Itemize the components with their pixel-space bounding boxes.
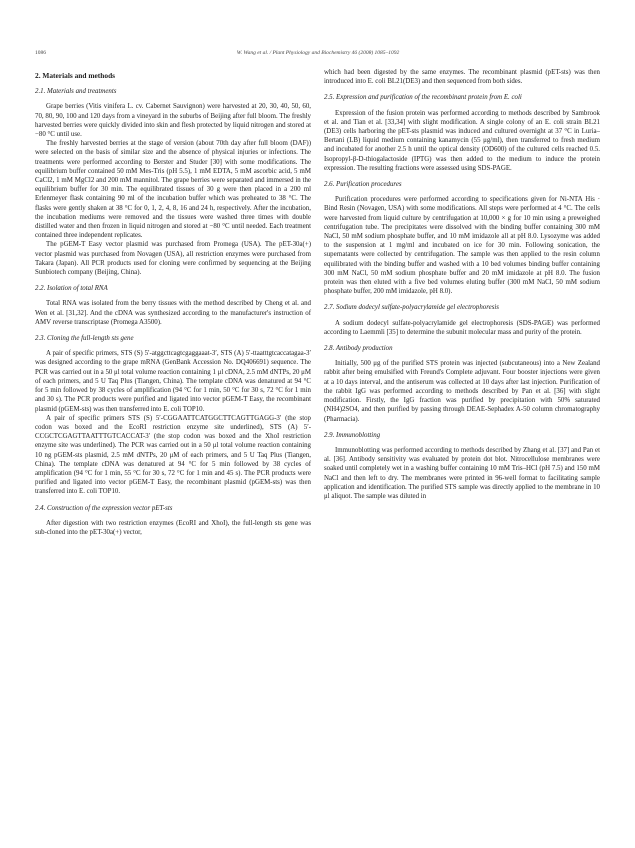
- subsection-title-2-7: 2.7. Sodium dodecyl sulfate-polyacrylamide gel electrophoresis: [324, 304, 499, 312]
- subsection-title-2-8: 2.8. Antibody production: [324, 345, 393, 353]
- subsection-title-2-5: 2.5. Expression and purification of the recombinant protein from E. coli: [324, 94, 522, 102]
- paragraph: A sodium dodecyl sulfate-polyacrylamide gel electrophoresis (SDS-PAGE) was performed according to Laemmli [35] to determine the subunit molecular mass and purity of the protein.: [324, 319, 600, 336]
- right-column: [324, 68, 600, 501]
- page-number: 1086: [35, 50, 46, 56]
- section-title: 2. Materials and methods: [35, 71, 116, 80]
- subsection-title-2-3: 2.3. Cloning the full-length sts gene: [35, 335, 134, 343]
- subsection-title-2-4: 2.4. Construction of the expression vector pET-sts: [35, 504, 173, 512]
- paragraph: Total RNA was isolated from the berry tissues with the method described by Cheng et al. and Wen et al. [31,32]. And the cDNA was synthesized according to the manufacturer's instruction of AMV reverse transcriptase (Promega A3500).: [35, 300, 311, 326]
- subsection-title-2-6: 2.6. Purification procedures: [324, 181, 402, 189]
- left-column: [35, 68, 311, 537]
- paragraph: Purification procedures were performed according to specifications given for Ni-NTA His · Bind Resin (Novagen, USA) with some modifications. All steps were performed at 4 °C. The cells were harvested from liquid culture by centrifugation at 10,000 × g for 10 min using a preweighed centrifugation tube. The precipitates were dissolved with the binding buffer containing 300 mM NaCl, 50 mM sodium phosphate buffer, and 10 mM imidazole all at pH 8.0. Lysozyme was added to the suspension at 1 mg/ml and incubated on ice for 30 min. Following sonication, the supernatants were collected by centrifugation. The sample was then applied to the resin column equilibrated with the binding buffer and washed with a 10 bed volumes binding buffer containing 300 mM NaCl, 50 mM sodium phosphate buffer and 20 mM imidazole at pH 8.0. The fusion protein was then eluted with a five bed volumes eluting buffer (300 mM NaCl, 50 mM sodium phosphate buffer, 200 mM imidazole, pH 8.0).: [324, 196, 600, 296]
- paragraph-continued: which had been digested by the same enzymes. The recombinant plasmid (pET-sts) was then introduced into E. coli BL21(DE3) and then sequenced from both sides.: [324, 69, 600, 86]
- paragraph: A pair of specific primers, STS (S) 5′-atggcttcagtcgaggaaat-3′, STS (A) 5′-ttaatttgtcaccatagaa-3′ was designed according to the grape mRNA (GenBank Accession No. DQ406691) sequence. The PCR was carried out in a 50 μl total volume reaction containing 1 μl cDNA, 2.5 mM dNTPs, 20 μM of each primers, and 5 U Taq Plus (Tiangen, China). The template cDNA was denatured at 94 °C for 5 min followed by 38 cycles of amplification (94 °C for 1 min, 50 °C for 30 s, 72 °C for 1 min and 30 s). The PCR products were purified and ligated into vector pGEM-T Easy, the recombinant plasmid (pGEM-sts) was then transferred into E. coli TOP10.: [35, 350, 311, 413]
- journal-citation: W. Wang et al. / Plant Physiology and Biochemistry 46 (2008) 1085–1092: [236, 50, 400, 56]
- paragraph: Immunoblotting was performed according to methods described by Zhang et al. [37] and Pan et al. [36]. Antibody sensitivity was evaluated by protein dot blot. Nitrocellulose membranes were soaked until completely wet in a washing buffer containing 10 mM Tris–HCl (pH 7.5) and 150 mM NaCl and then left to dry. The membranes were printed in 96-well format to facilitating sample application and identification. The purified STS sample was directly applied to the membrane in 10 μl aliquot. The sample was diluted in: [324, 446, 600, 500]
- subsection-title-2-2: 2.2. Isolation of total RNA: [35, 285, 108, 293]
- paragraph: Grape berries (Vitis vinifera L. cv. Cabernet Sauvignon) were harvested at 20, 30, 40, 50, 60, 70, 80, 90, 100 and 120 days from a vineyard in the suburbs of Beijing after full bloom. The freshly harvested berries were quickly divided into skin and flesh protected by liquid nitrogen and stored at −80 °C until use.: [35, 103, 311, 139]
- paragraph: The freshly harvested berries at the stage of version (about 70th day after full bloom (DAF)) were selected on the basis of similar size and the absence of physical injuries or infections. The treatments were performed according to Berster and Studer [30] with some modifications. The equilibrium buffer contained 50 mM Mes-Tris (pH 5.5), 1 mM EDTA, 5 mM ascorbic acid, 5 mM CaCl2, 1 mM MgCl2 and 200 mM mannitol. The grape berries were separated and immersed in the equilibrium buffer for 30 min. The equilibrated tissues of 30 g were then placed in a 200 ml Erlenmeyer flask containing 90 ml of the incubation buffer which was preheated to 38 °C. The flasks were gently shaken at 38 °C for 0, 1, 2, 4, 8, 16 and 24 h, respectively. After the incubation, the incubation mediums were removed and the tissues were washed three times with double distilled water and then frozen in liquid nitrogen and stored at −80 °C until needed. Each treatment contained three independent replicates.: [35, 140, 311, 240]
- subsection-title-2-9: 2.9. Immunoblotting: [324, 431, 381, 439]
- subsection-title-2-1: 2.1. Materials and treatments: [35, 88, 117, 96]
- paragraph: A pair of specific primers STS (S) 5′-CGGAATTCATGGCTTCAGTTGAGG-3′ (the stop codon was boxed and the EcoRI restriction enzyme site underlined), STS (A) 5′-CCGCTCGAGTTAATTTGTCACCAT-3′ (the stop codon was boxed and the XhoI restriction enzyme site was underlined). The PCR was carried out in a 50 μl total volume reaction containing 10 ng pGEM-sts plasmid, 2.5 mM dNTPs, 20 μM of each primers, and 5 U Taq Plus (Tiangen, China). The template cDNA was denatured at 94 °C for 5 min followed by 38 cycles of amplification (94 °C for 1 min, 55 °C for 30 s, 72 °C for 1 min and 45 s). The PCR products were purified and ligated into vector pGEM-T Easy, the recombinant plasmid (pGEM-sts) was then transferred into E. coli TOP10.: [35, 414, 311, 496]
- running-header: [35, 50, 601, 60]
- paragraph: The pGEM-T Easy vector plasmid was purchased from Promega (USA). The pET-30a(+) vector plasmid was purchased from Novagen (USA), all restriction enzymes were purchased from Takara (Japan). All PCR products used for cloning were confirmed by sequencing at the Beijing Sunbiotech company (Beijing, China).: [35, 241, 311, 277]
- paragraph: After digestion with two restriction enzymes (EcoRI and XhoI), the full-length sts gene was sub-cloned into the pET-30a(+) vector,: [35, 519, 311, 536]
- paragraph: Initially, 500 μg of the purified STS protein was injected (subcutaneous) into a New Zealand rabbit after being emulsified with Freund's Complete adjuvant. Four booster injections were given at a 10 days interval, and the antiserum was collected at 10 days after last injection. Purification of the rabbit IgG was performed according to methods described by Pan et al. [36] with slight modification. Firstly, the IgG fraction was purified by precipitation with 50% saturated (NH4)2SO4, and then purified by passing through DEAE-Sephadex A-50 column chromatography (Pharmacia).: [324, 360, 600, 423]
- paragraph: Expression of the fusion protein was performed according to methods described by Sambrook et al. and Tian et al. [33,34] with slight modification. A single colony of an E. coli strain BL21 (DE3) cells harboring the pET-sts plasmid was induced and cultured overnight at 37 °C in Luria–Bertani (LB) liquid medium containing kanamycin (55 μg/ml), then transferred to fresh medium and incubated for another 2.5 h until the optical density (OD600) of the cultured cells reached 0.5. Isopropyl-β-D-thiogalactoside (IPTG) was then added to the medium to induce the protein expression. The resulting fractions were assessed using SDS-PAGE.: [324, 109, 600, 172]
